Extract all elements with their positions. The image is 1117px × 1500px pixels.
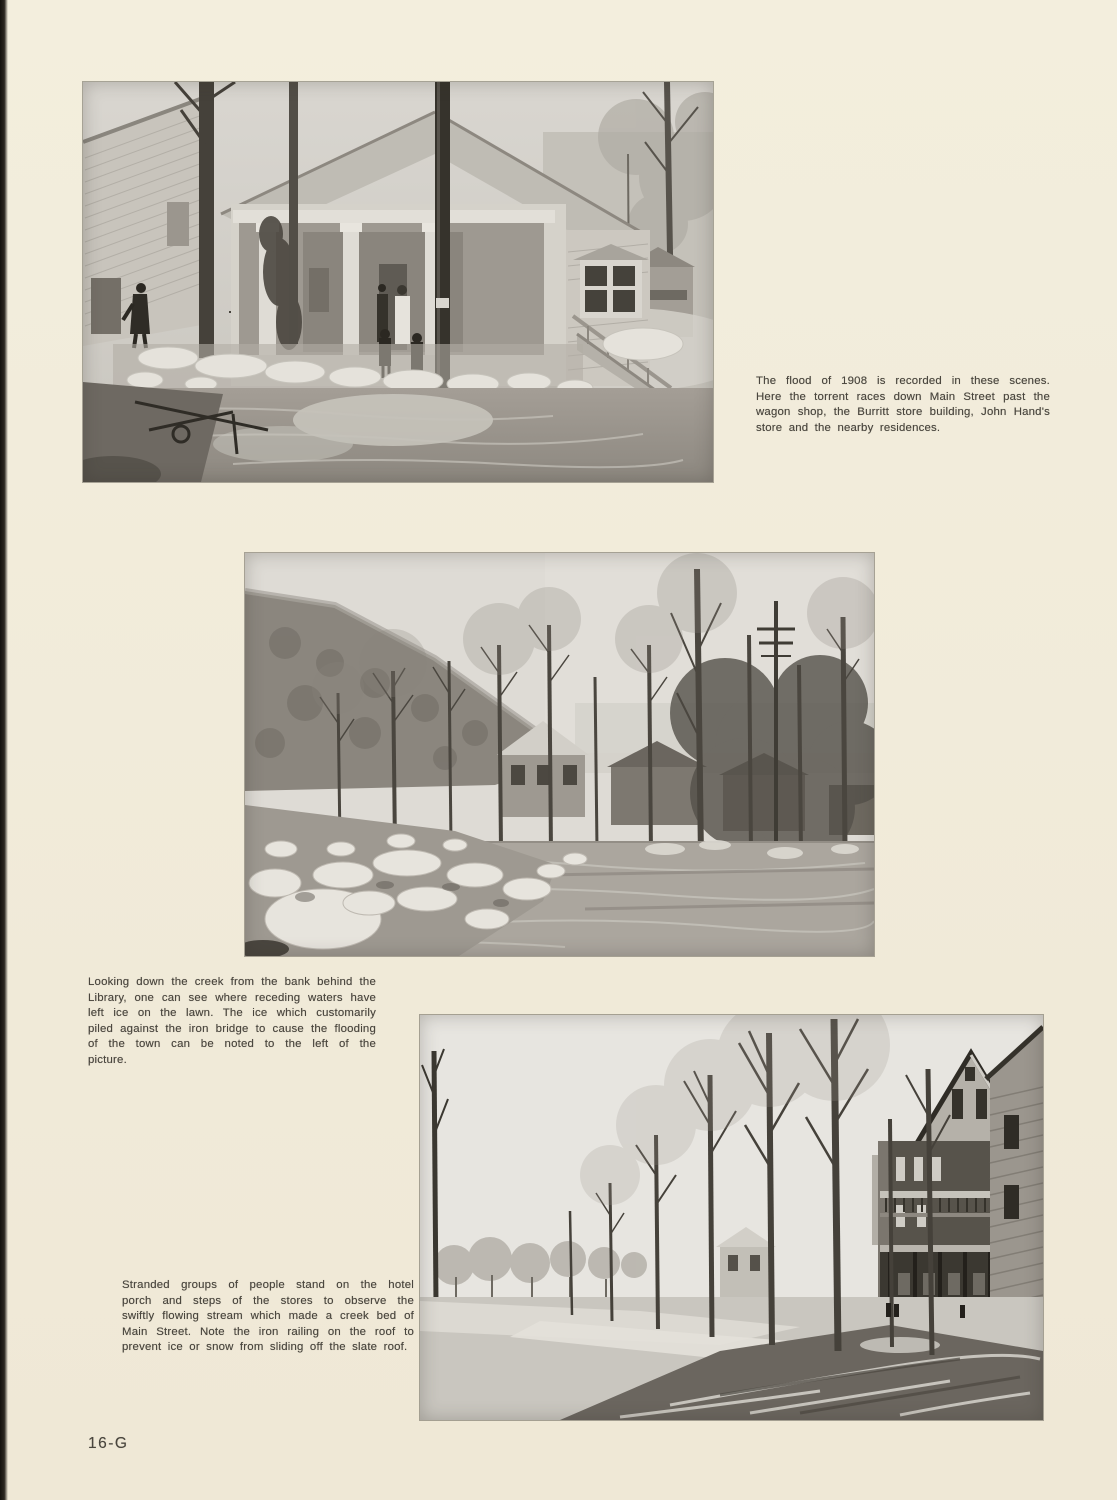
scan-edge-left (0, 0, 8, 1500)
photo-main-street-torrent (83, 82, 713, 482)
flood-water (83, 382, 713, 482)
photo-hotel-flooded-street (420, 1015, 1043, 1420)
page-number: 16-G (88, 1435, 129, 1452)
caption-creek-ice: Looking down the creek from the bank behind the Library, one can see where receding waters have left ice on the lawn. The ice which customarily piled against the iron bridge to cause the flooding of the town can be noted to the left of the picture. (88, 976, 376, 1066)
woman-white-dress (395, 296, 410, 344)
street-and-flood (420, 1297, 1043, 1420)
photo-creek-ice-lawn (245, 553, 874, 956)
caption-stranded-groups: Stranded groups of people stand on the hotel porch and steps of the stores to observe the swiftly flowing stream which made a creek bed of Main Street. Note the iron railing on the roof to prevent ice or snow from sliding off the slate roof. (122, 1279, 414, 1354)
caption-flood-1908: The flood of 1908 is recorded in these scenes. Here the torrent races down Main Street past the wagon shop, the Burritt store building, John Hand's store and the nearby residences. (756, 375, 1050, 434)
